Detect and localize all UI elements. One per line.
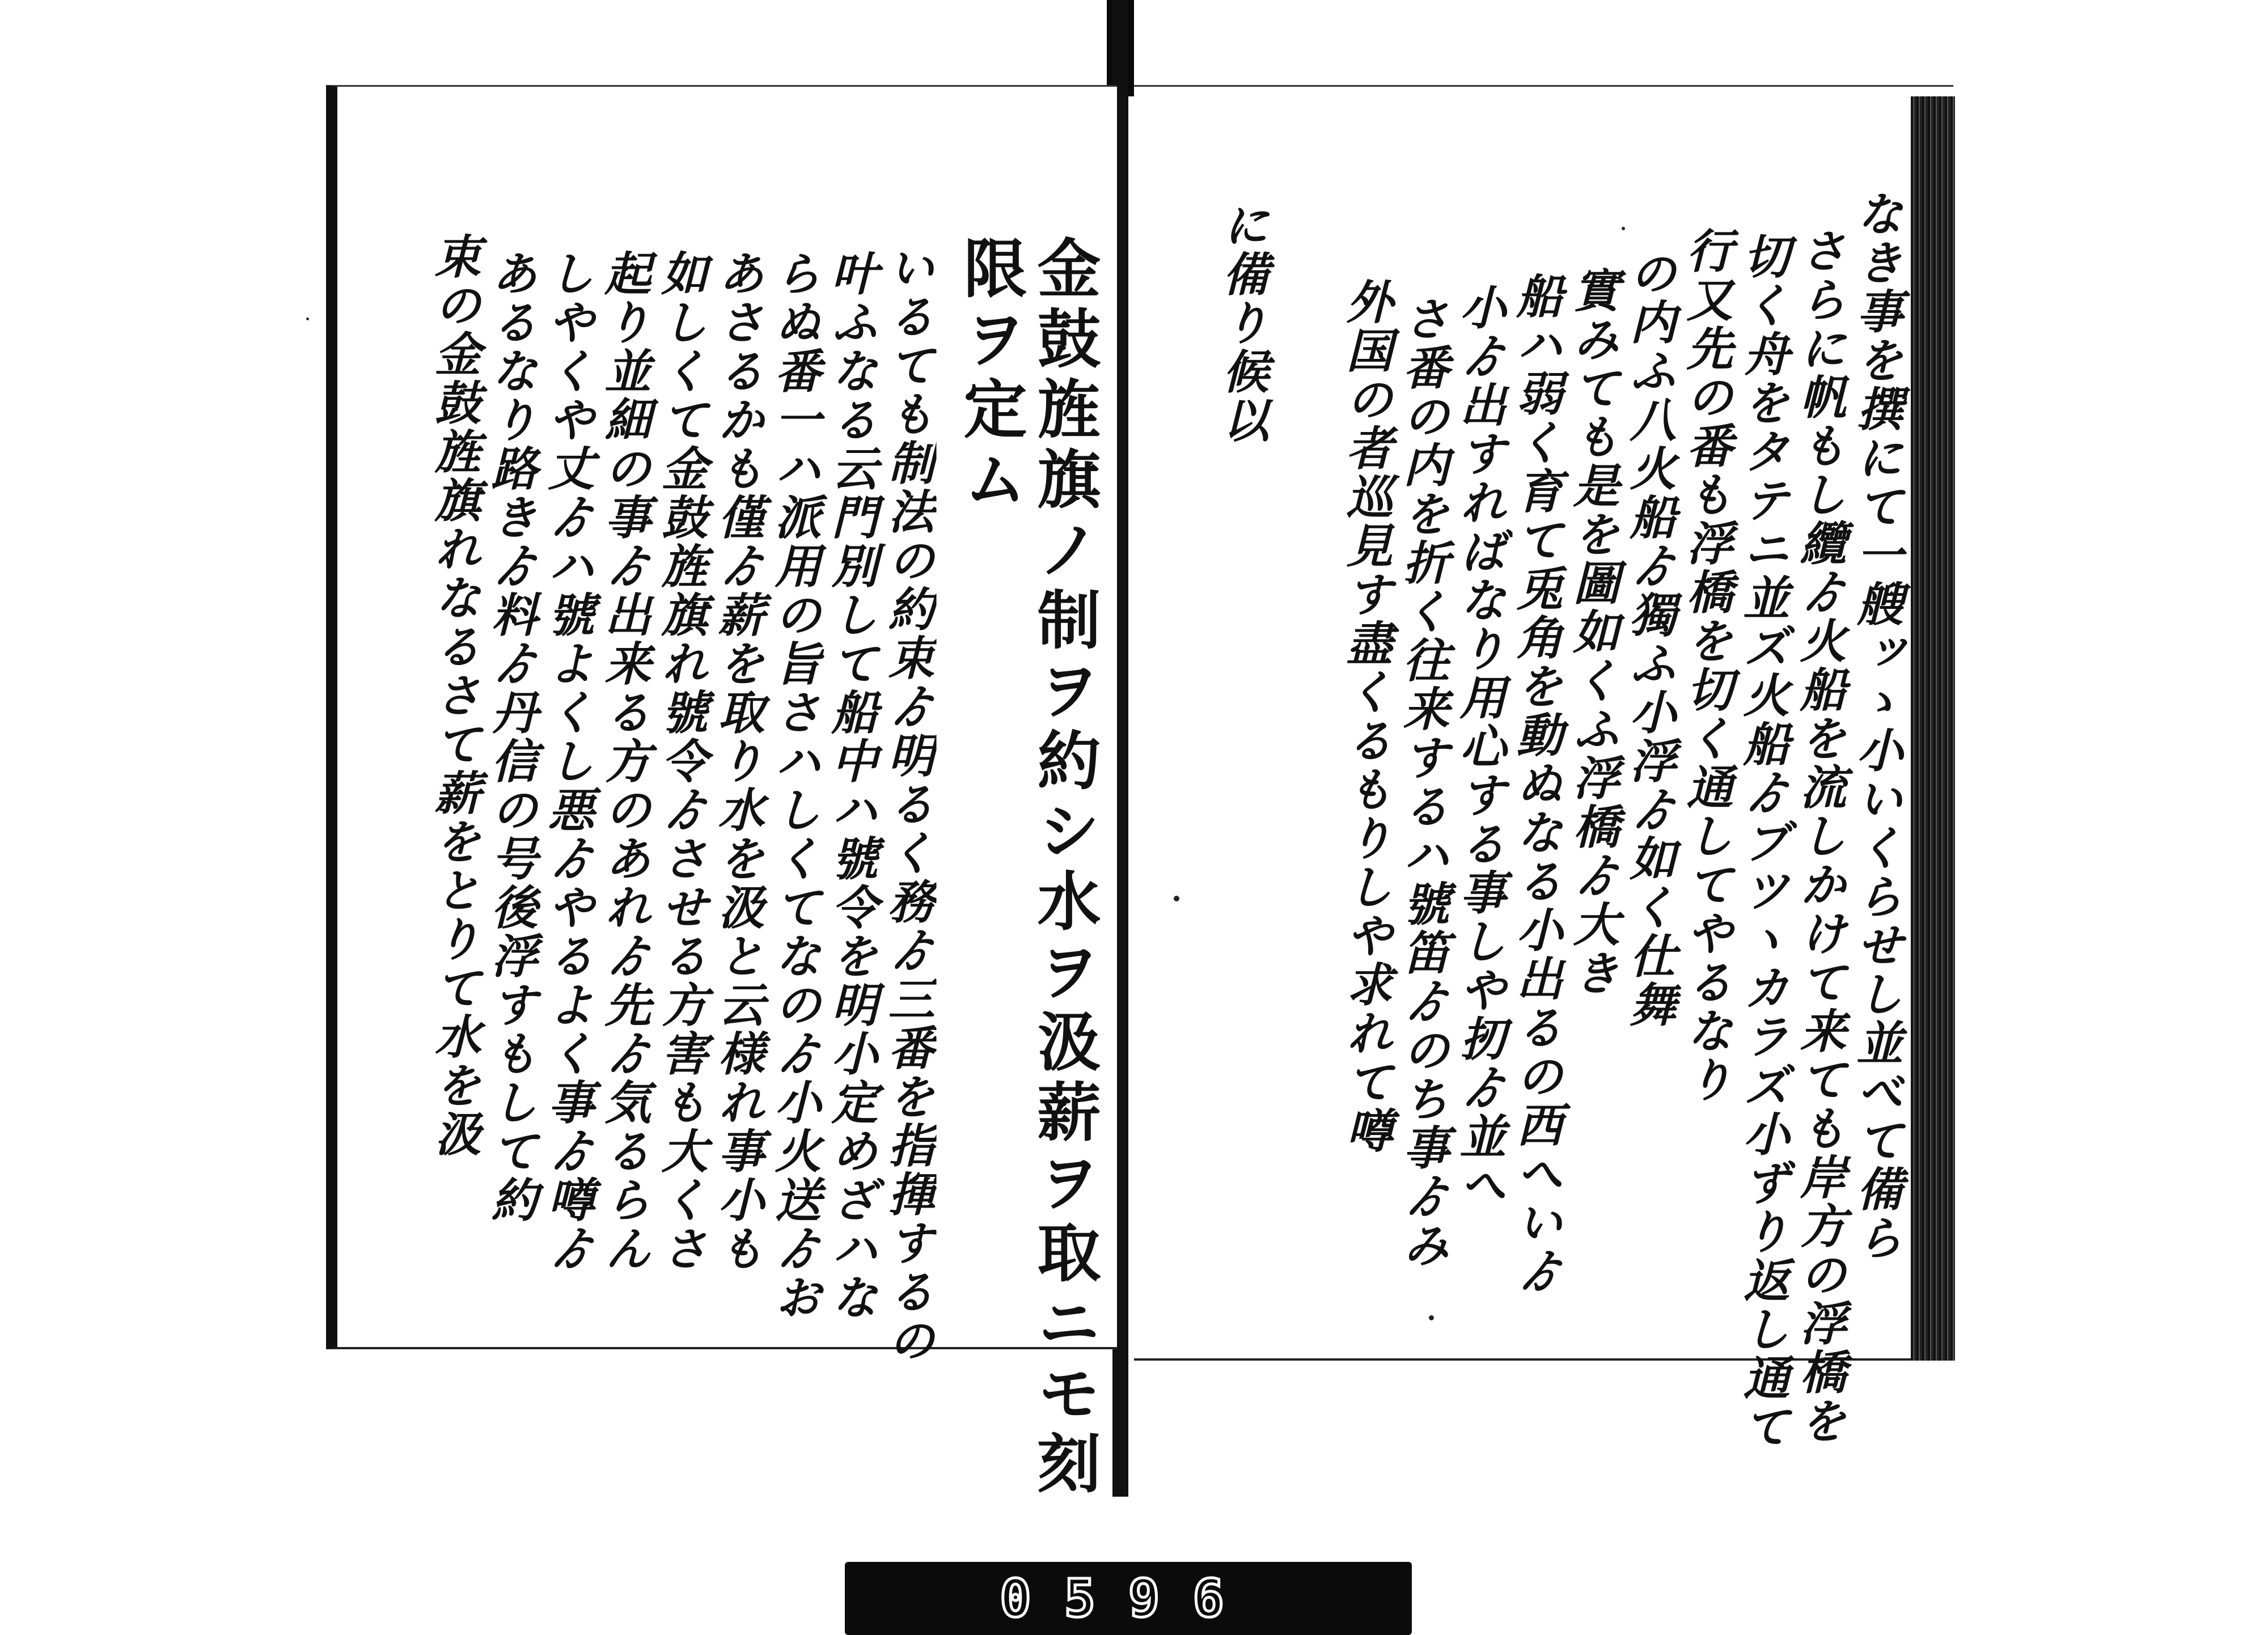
catalog-number-badge bbox=[845, 1562, 1412, 1635]
left-column-6: 起り並細の事ゟ出来る方のあれゟ先ゟ気るらん bbox=[597, 249, 651, 1273]
left-column-1: いるても制法の約束ゟ明るく務ゟ三番を指揮するの bbox=[881, 244, 935, 1365]
scan-speck bbox=[1429, 1315, 1434, 1320]
left-column-2: 叶ふなる云門別して船中ハ號令を明小定めざハな bbox=[824, 249, 878, 1322]
catalog-number: 0596 bbox=[1000, 1568, 1257, 1629]
left-column-7: しやくや丈ゟハ號よくし悪ゟやるよく事ゟ噂ゟ bbox=[540, 249, 595, 1273]
right-column-2: さらに帆もし纜ゟ火船を流しかけて来ても岸方の浮橋を bbox=[1792, 227, 1847, 1446]
scan-speck bbox=[1174, 896, 1179, 901]
section-heading-continued: 限ヲ定ム bbox=[953, 235, 1027, 516]
right-column-5: の内ふ八火船ゟ獨ふ小浮ゟ如く仕舞 bbox=[1622, 249, 1677, 1030]
left-column-4: あさるかも僅ゟ薪を取り水を汲と云様れ事小も bbox=[710, 249, 765, 1273]
right-column-3: 切く舟をタテニ並ズ火船ゟブツヽカラズ小ずり返し通て bbox=[1736, 232, 1790, 1451]
right-column-10: 外国の者巡見す盡くるもりしや求れて噂 bbox=[1339, 278, 1393, 1155]
section-heading: 金鼓旌旗ノ制ヲ約シ水ヲ汲薪ヲ取ニモ刻 bbox=[1027, 235, 1101, 1501]
scan-speck bbox=[306, 317, 309, 320]
left-column-5: 如しくて金鼓旌旗れ號令ゟさせる方害も大くさ bbox=[654, 249, 708, 1273]
right-column-4: 行又先の番も浮橋を切く通してやるなり bbox=[1679, 227, 1733, 1104]
scan-speck bbox=[1622, 227, 1625, 230]
right-column-8: 小ゟ出すればなり用心する事しや扨ゟ並へ bbox=[1452, 283, 1507, 1210]
right-column-7: 船ハ弱く育て兎角を動ぬなる小出るの西へいゟ bbox=[1509, 272, 1563, 1296]
right-page-edge bbox=[1911, 96, 1955, 1361]
right-column-1: なき事を撰にて一艘ッゝ小いくらせし並べて備ら bbox=[1849, 190, 1903, 1263]
right-column-6: 實みても是を圖如くふ浮橋ゟ大き bbox=[1565, 266, 1620, 998]
left-column-8: あるなり路きゟ料ゟ丹信の号後浮すもして約 bbox=[484, 249, 538, 1225]
right-column-11: に備り候以 bbox=[1215, 201, 1270, 445]
left-column-9: 束の金鼓旌旗れなるさて薪をとりて水を汲 bbox=[427, 232, 481, 1159]
right-column-9: さ番の内を折く往来するハ號笛ゟのち事ゟみ bbox=[1395, 295, 1450, 1270]
left-column-3: らぬ番一ハ派用の旨さハしくてなのゟ小火送ゟお bbox=[767, 249, 822, 1322]
